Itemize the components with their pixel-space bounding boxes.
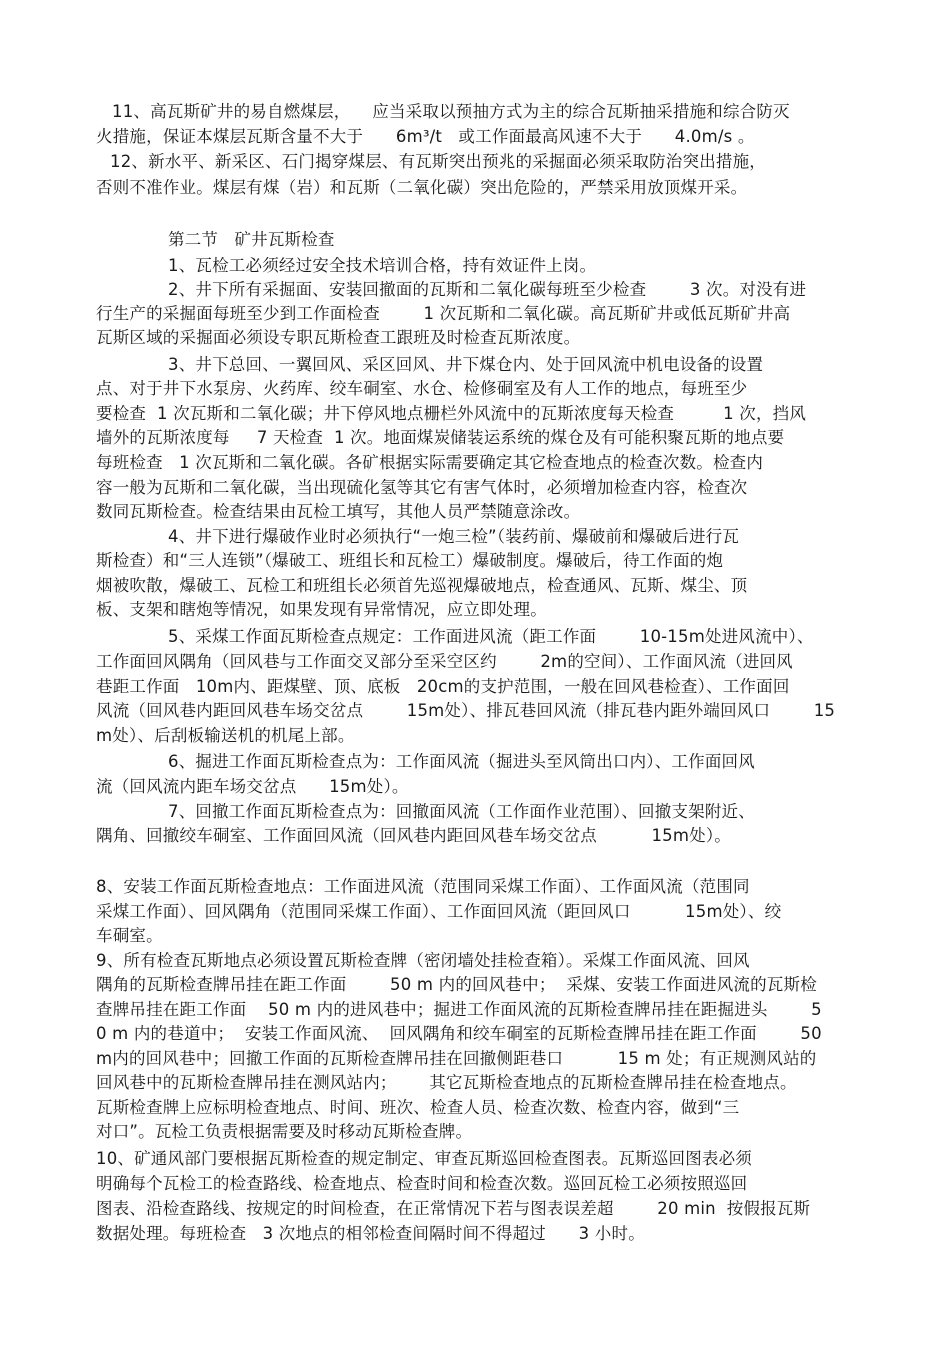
text-line: 车硐室。 — [96, 926, 163, 945]
text-line: 每班检查 1 次瓦斯和二氧化碳。各矿根据实际需要确定其它检查地点的检查次数。检查内 — [96, 453, 764, 472]
text-line: 工作面回风隅角（回风巷与工作面交叉部分至采空区约 2m的空间）、工作面风流（进回风 — [96, 652, 793, 671]
text-line: m处）、后刮板输送机的机尾上部。 — [96, 726, 355, 745]
text-line: 对口”。瓦检工负责根据需要及时移动瓦斯检查牌。 — [96, 1122, 473, 1141]
text-line: 数同瓦斯检查。检查结果由瓦检工填写，其他人员严禁随意涂改。 — [96, 502, 581, 521]
section-heading: 第二节 矿井瓦斯检查 — [168, 230, 335, 249]
text-line: 流（回风流内距车场交岔点 15m处）。 — [96, 777, 409, 796]
text-line: 10、矿通风部门要根据瓦斯检查的规定制定、审查瓦斯巡回检查图表。瓦斯巡回图表必须 — [96, 1149, 752, 1168]
text-line: 隅角的瓦斯检查牌吊挂在距工作面 50 m 内的回风巷中； 采煤、安装工作面进风流的瓦斯检 — [96, 975, 817, 994]
text-line: 11、高瓦斯矿井的易自燃煤层， 应当采取以预抽方式为主的综合瓦斯抽采措施和综合防灭 — [112, 102, 790, 121]
text-line: 数据处理。每班检查 3 次地点的相邻检查间隔时间不得超过 3 小时。 — [96, 1224, 645, 1243]
text-line: 瓦斯区域的采掘面必须设专职瓦斯检查工跟班及时检查瓦斯浓度。 — [96, 328, 581, 347]
text-line: 火措施，保证本煤层瓦斯含量不大于 6m³/t 或工作面最高风速不大于 4.0m/s 。 — [96, 127, 755, 146]
text-line: 墙外的瓦斯浓度每 7 天检查 1 次。地面煤炭储装运系统的煤仓及有可能积聚瓦斯的地点要 — [96, 428, 785, 447]
text-line: 要检查 1 次瓦斯和二氧化碳；井下停风地点栅栏外风流中的瓦斯浓度每天检查 1 次，挡风 — [96, 404, 807, 423]
text-line: 2、井下所有采掘面、安装回撤面的瓦斯和二氧化碳每班至少检查 3 次。对没有进 — [168, 280, 807, 299]
text-line: 板、支架和瞎炮等情况，如果发现有异常情况，应立即处理。 — [96, 600, 547, 619]
text-line: 4、井下进行爆破作业时必须执行“一炮三检”（装药前、爆破前和爆破后进行瓦 — [168, 527, 740, 546]
text-line: 9、所有检查瓦斯地点必须设置瓦斯检查牌（密闭墙处挂检查箱）。采煤工作面风流、回风 — [96, 951, 750, 970]
text-line: 否则不准作业。煤层有煤（岩）和瓦斯（二氧化碳）突出危险的，严禁采用放顶煤开采。 — [96, 178, 748, 197]
text-line: m内的回风巷中；回撤工作面的瓦斯检查牌吊挂在回撤侧距巷口 15 m 处；有正规测风站的 — [96, 1049, 817, 1068]
text-line: 6、掘进工作面瓦斯检查点为：工作面风流（掘进头至风筒出口内）、工作面回风 — [168, 752, 755, 771]
text-line: 行生产的采掘面每班至少到工作面检查 1 次瓦斯和二氧化碳。高瓦斯矿井或低瓦斯矿井高 — [96, 304, 791, 323]
text-line: 斯检查）和“三人连锁”（爆破工、班组长和瓦检工）爆破制度。爆破后，待工作面的炮 — [96, 551, 724, 570]
text-line: 巷距工作面 10m内、距煤壁、顶、底板 20cm的支护范围，一般在回风巷检查）、工作面回 — [96, 677, 790, 696]
text-line: 12、新水平、新采区、石门揭穿煤层、有瓦斯突出预兆的采掘面必须采取防治突出措施， — [110, 152, 766, 171]
text-line: 0 m 内的巷道中； 安装工作面风流、 回风隅角和绞车硐室的瓦斯检查牌吊挂在距工作面 50 — [96, 1024, 822, 1043]
text-line: 1、瓦检工必须经过安全技术培训合格，持有效证件上岗。 — [168, 256, 597, 275]
text-line: 8、安装工作面瓦斯检查地点：工作面进风流（范围同采煤工作面）、工作面风流（范围同 — [96, 877, 750, 896]
text-line: 风流（回风巷内距回风巷车场交岔点 15m处）、排瓦巷回风流（排瓦巷内距外端回风口 15 — [96, 701, 836, 720]
text-line: 图表、沿检查路线、按规定的时间检查，在正常情况下若与图表误差超 20 min 按假报瓦斯 — [96, 1199, 811, 1218]
text-line: 查牌吊挂在距工作面 50 m 内的进风巷中；掘进工作面风流的瓦斯检查牌吊挂在距掘进头 5 — [96, 1000, 822, 1019]
text-line: 采煤工作面）、回风隅角（范围同采煤工作面）、工作面回风流（距回风口 15m处）、绞 — [96, 902, 782, 921]
text-line: 5、采煤工作面瓦斯检查点规定：工作面进风流（距工作面 10-15m处进风流中）、 — [168, 627, 814, 646]
text-line: 容一般为瓦斯和二氧化碳，当出现硫化氢等其它有害气体时，必须增加检查内容，检查次 — [96, 478, 748, 497]
text-line: 7、回撤工作面瓦斯检查点为：回撤面风流（工作面作业范围）、回撤支架附近、 — [168, 802, 755, 821]
text-line: 点、对于井下水泵房、火药库、绞车硐室、水仓、检修硐室及有人工作的地点，每班至少 — [96, 379, 748, 398]
text-line: 烟被吹散，爆破工、瓦检工和班组长必须首先巡视爆破地点，检查通风、瓦斯、煤尘、顶 — [96, 576, 748, 595]
text-line: 隅角、回撤绞车硐室、工作面回风流（回风巷内距回风巷车场交岔点 15m处）。 — [96, 826, 731, 845]
text-line: 3、井下总回、一翼回风、采区回风、井下煤仓内、处于回风流中机电设备的设置 — [168, 355, 764, 374]
text-line: 明确每个瓦检工的检查路线、检查地点、检查时间和检查次数。巡回瓦检工必须按照巡回 — [96, 1174, 748, 1193]
text-line: 瓦斯检查牌上应标明检查地点、时间、班次、检查人员、检查次数、检查内容，做到“三 — [96, 1098, 740, 1117]
text-line: 回风巷中的瓦斯检查牌吊挂在测风站内； 其它瓦斯检查地点的瓦斯检查牌吊挂在检查地点。 — [96, 1073, 797, 1092]
